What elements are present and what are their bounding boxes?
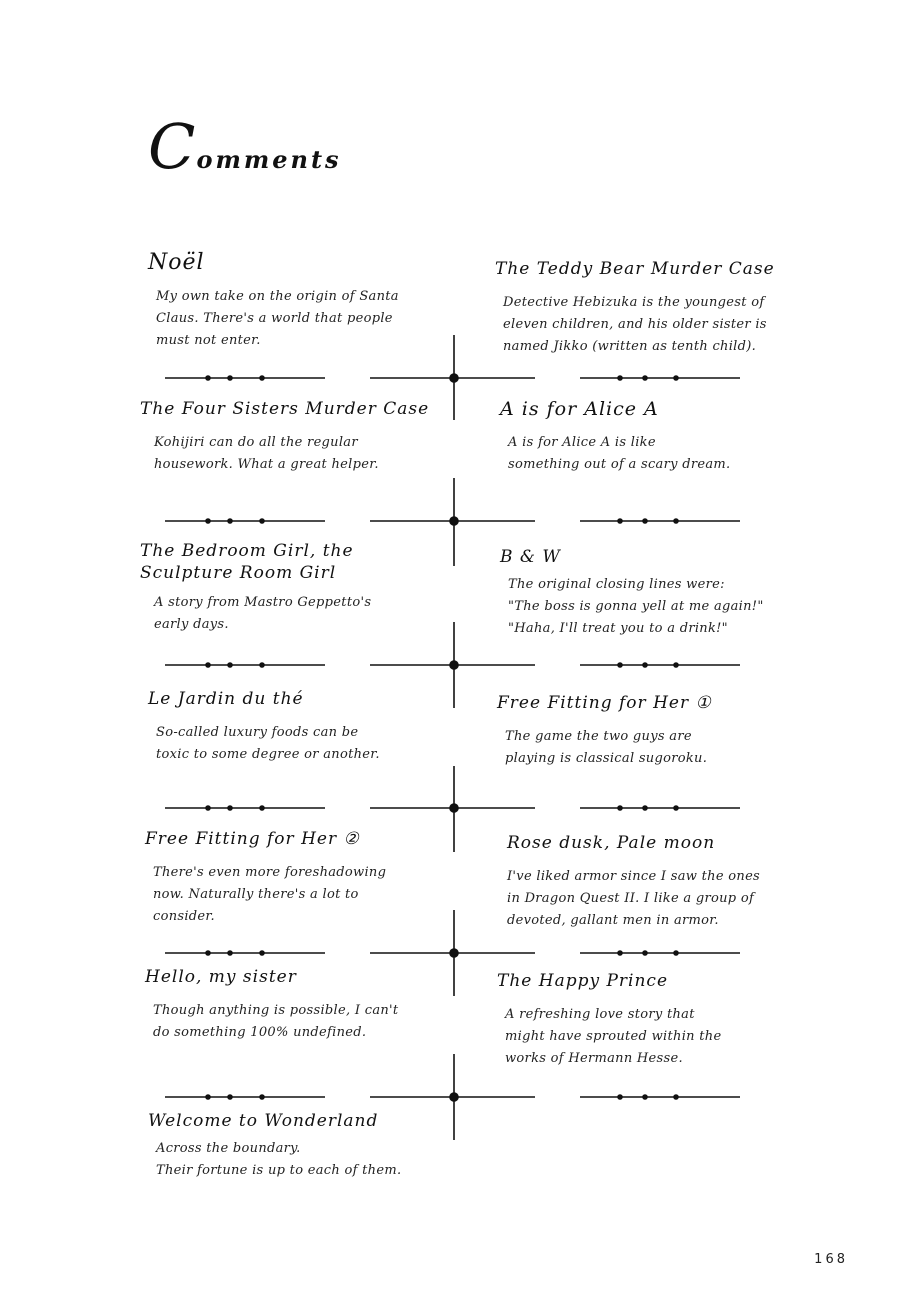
entry-title: The Teddy Bear Murder Case: [495, 259, 775, 279]
entry-title: Noël: [148, 250, 205, 275]
entry-title: Hello, my sister: [145, 967, 297, 987]
entry-text: A is for Alice A is like something out of a scary dream.: [508, 435, 731, 472]
entry-a-is-for-alice: [500, 398, 840, 476]
entry-text: Kohijiri can do all the regular housework. What a great helper.: [154, 435, 379, 472]
entry-text: My own take on the origin of Santa Claus. There's a world that people must not enter.: [156, 289, 399, 348]
entry-free-fitting-for-her-2: [145, 828, 485, 928]
entry-title: A is for Alice A: [500, 398, 659, 420]
page-title-initial: C: [148, 110, 197, 183]
entry-four-sisters-murder-case: [140, 398, 480, 476]
entry-title: Free Fitting for Her ①: [497, 693, 712, 713]
entry-title: B & W: [500, 547, 561, 567]
entry-text: The original closing lines were: "The boss is gonna yell at me again!" "Haha, I'll treat you to a drink!": [508, 577, 764, 636]
entry-title: Welcome to Wonderland: [148, 1111, 379, 1131]
entry-text: Though anything is possible, I can't do something 100% undefined.: [153, 1003, 399, 1040]
entry-text: The game the two guys are playing is classical sugoroku.: [505, 729, 708, 766]
entry-teddy-bear-murder-case: [495, 258, 835, 358]
entry-title: The Bedroom Girl, the Sculpture Room Girl: [140, 541, 354, 583]
entry-text: Detective Hebizuka is the youngest of eleven children, and his older sister is named Jikko (written as tenth child).: [503, 295, 767, 354]
entry-noel: [148, 252, 488, 352]
entry-text: I've liked armor since I saw the ones in Dragon Quest II. I like a group of devoted, gallant men in armor.: [507, 869, 761, 928]
entry-happy-prince: [497, 970, 837, 1070]
entry-text: Across the boundary. Their fortune is up to each of them.: [156, 1141, 402, 1178]
entry-text: There's even more foreshadowing now. Naturally there's a lot to consider.: [153, 865, 387, 924]
entry-title: The Happy Prince: [497, 971, 669, 991]
entry-le-jardin-du-the: [148, 688, 488, 766]
page-number: 168: [814, 1252, 848, 1267]
entry-text: So-called luxury foods can be toxic to some degree or another.: [156, 725, 380, 762]
page-title-rest: omments: [196, 145, 342, 174]
entry-bedroom-girl: [140, 540, 480, 636]
entry-text: A refreshing love story that might have sprouted within the works of Hermann Hesse.: [505, 1007, 722, 1066]
entry-title: The Four Sisters Murder Case: [140, 399, 430, 419]
entry-title: Rose dusk, Pale moon: [507, 833, 716, 853]
entry-free-fitting-for-her-1: [497, 692, 837, 770]
entry-text: A story from Mastro Geppetto's early days.: [154, 595, 372, 632]
entry-b-and-w: [500, 546, 840, 640]
entry-rose-dusk-pale-moon: [507, 832, 847, 932]
entry-title: Le Jardin du thé: [148, 689, 304, 709]
entry-hello-my-sister: [145, 966, 485, 1044]
entry-welcome-to-wonderland: [148, 1110, 488, 1182]
entry-title: Free Fitting for Her ②: [145, 829, 360, 849]
